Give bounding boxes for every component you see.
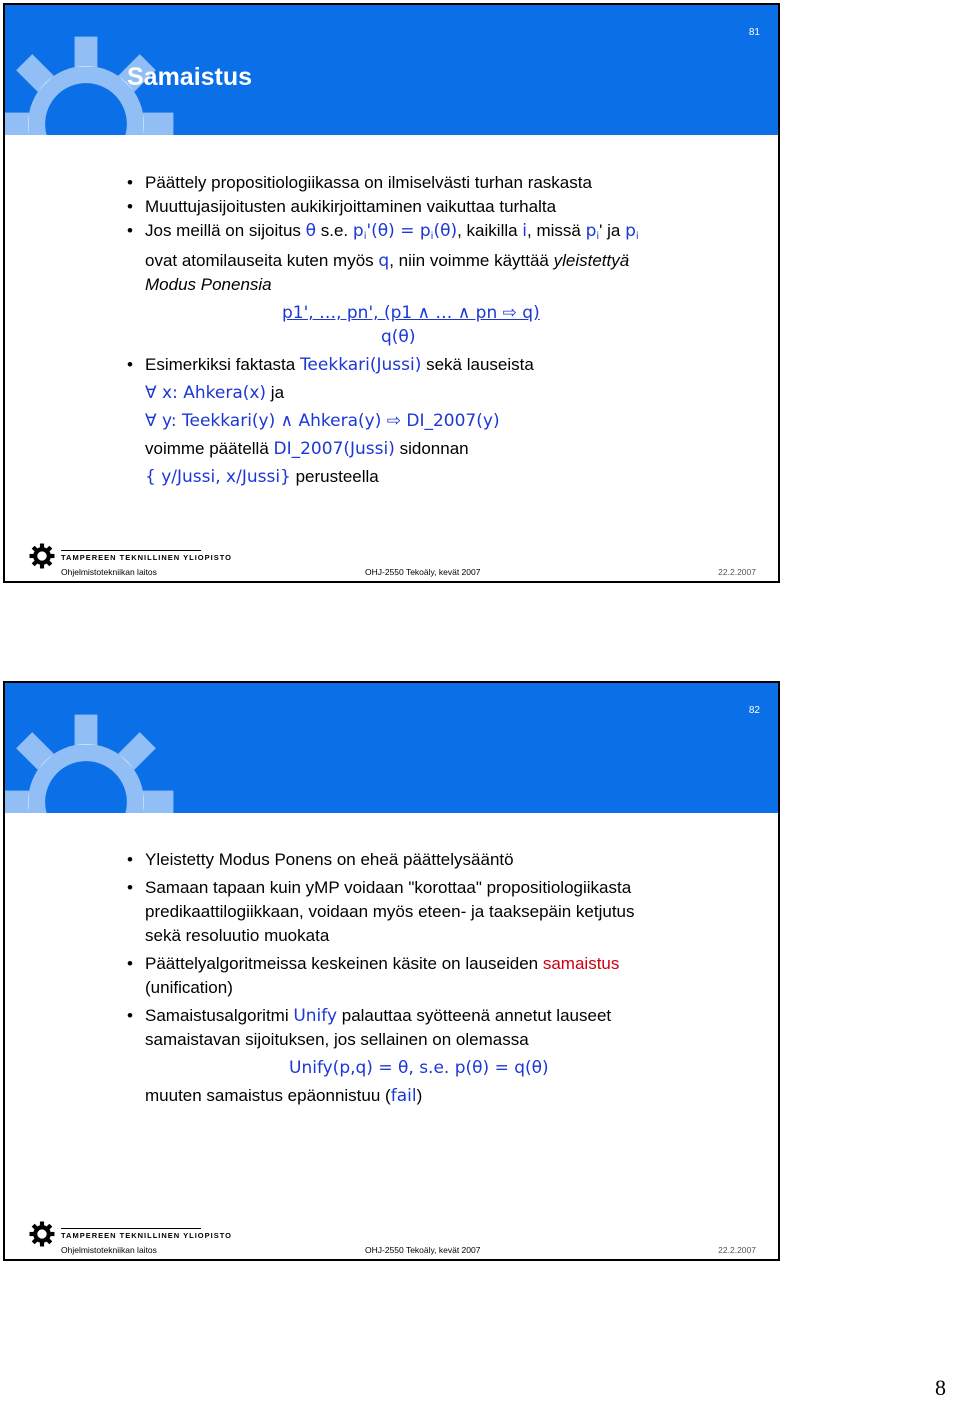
bullet-continuation: ovat atomilauseita kuten myös q, niin voimme käyttää yleistettyä [145,251,630,271]
footer-department: Ohjelmistotekniikan laitos [61,1245,157,1255]
logo-rule [61,550,201,551]
bullet-continuation: Modus Ponensia [145,275,272,294]
university-logo-icon [29,543,55,569]
university-name: TAMPEREEN TEKNILLINEN YLIOPISTO [61,553,233,562]
formula-numerator: p1', …, pn', (p1 ∧ … ∧ pn ⇨ q) [282,303,540,323]
bullet-continuation: (unification) [145,978,233,997]
slide-81 [3,3,780,583]
slide-number: 81 [748,27,760,38]
slide-body [127,171,767,489]
bullet-continuation: { y/Jussi, x/Jussi} perusteella [145,467,379,487]
slide-number: 82 [748,705,760,716]
footer-date: 22.2.2007 [718,567,756,577]
bullet-item: • Päättely propositiologiikassa on ilmiselvästi turhan raskasta [127,173,592,192]
bullet-continuation: samaistavan sijoituksen, jos sellainen on olemassa [145,1030,529,1049]
bullet-continuation: ∀ y: Teekkari(y) ∧ Ahkera(y) ⇨ DI_2007(y) [145,411,500,431]
bullet-item: • Päättelyalgoritmeissa keskeinen käsite on lauseiden samaistus [127,954,620,973]
footer-course: OHJ-2550 Tekoäly, kevät 2007 [365,567,481,577]
bullet-continuation: muuten samaistus epäonnistuu (fail) [145,1086,423,1106]
page-number: 8 [935,1375,946,1400]
bullet-item: • Muuttujasijoitusten aukikirjoittaminen vaikuttaa turhalta [127,197,557,216]
bullet-continuation: sekä resoluutio muokata [145,926,330,945]
footer-department: Ohjelmistotekniikan laitos [61,567,157,577]
bullet-continuation: voimme päätellä DI_2007(Jussi) sidonnan [145,439,469,459]
university-name: TAMPEREEN TEKNILLINEN YLIOPISTO [61,1231,233,1240]
footer-course: OHJ-2550 Tekoäly, kevät 2007 [365,1245,481,1255]
slide-body [127,848,767,1108]
unify-formula: Unify(p,q) = θ, s.e. p(θ) = q(θ) [289,1058,549,1078]
slide-footer [5,543,778,581]
slide-footer [5,1221,778,1259]
bullet-item: • Jos meillä on sijoitus θ s.e. $p_i'(\theta) = p_i(\theta)$, kaikilla i, missä $p_i'$ ja $p_i$ [127,221,639,242]
bullet-item: • Esimerkiksi faktasta Teekkari(Jussi) sekä lauseista [127,355,534,375]
formula-denominator: q(θ) [381,327,416,347]
slide-82 [3,681,780,1261]
bullet-item: • Yleistetty Modus Ponens on eheä päättelysääntö [127,850,514,869]
bullet-item: • Samaistusalgoritmi Unify palauttaa syötteenä annetut lauseet [127,1006,612,1026]
bullet-continuation: ∀ x: Ahkera(x) ja [145,383,285,403]
bullet-continuation: predikaattilogiikkaan, voidaan myös eteen- ja taaksepäin ketjutus [145,902,635,921]
bullet-item: • Samaan tapaan kuin yMP voidaan "korottaa" propositiologiikasta [127,878,632,897]
footer-date: 22.2.2007 [718,1245,756,1255]
logo-rule [61,1228,201,1229]
university-logo-icon [29,1221,55,1247]
slide-title: Samaistus [127,63,253,91]
